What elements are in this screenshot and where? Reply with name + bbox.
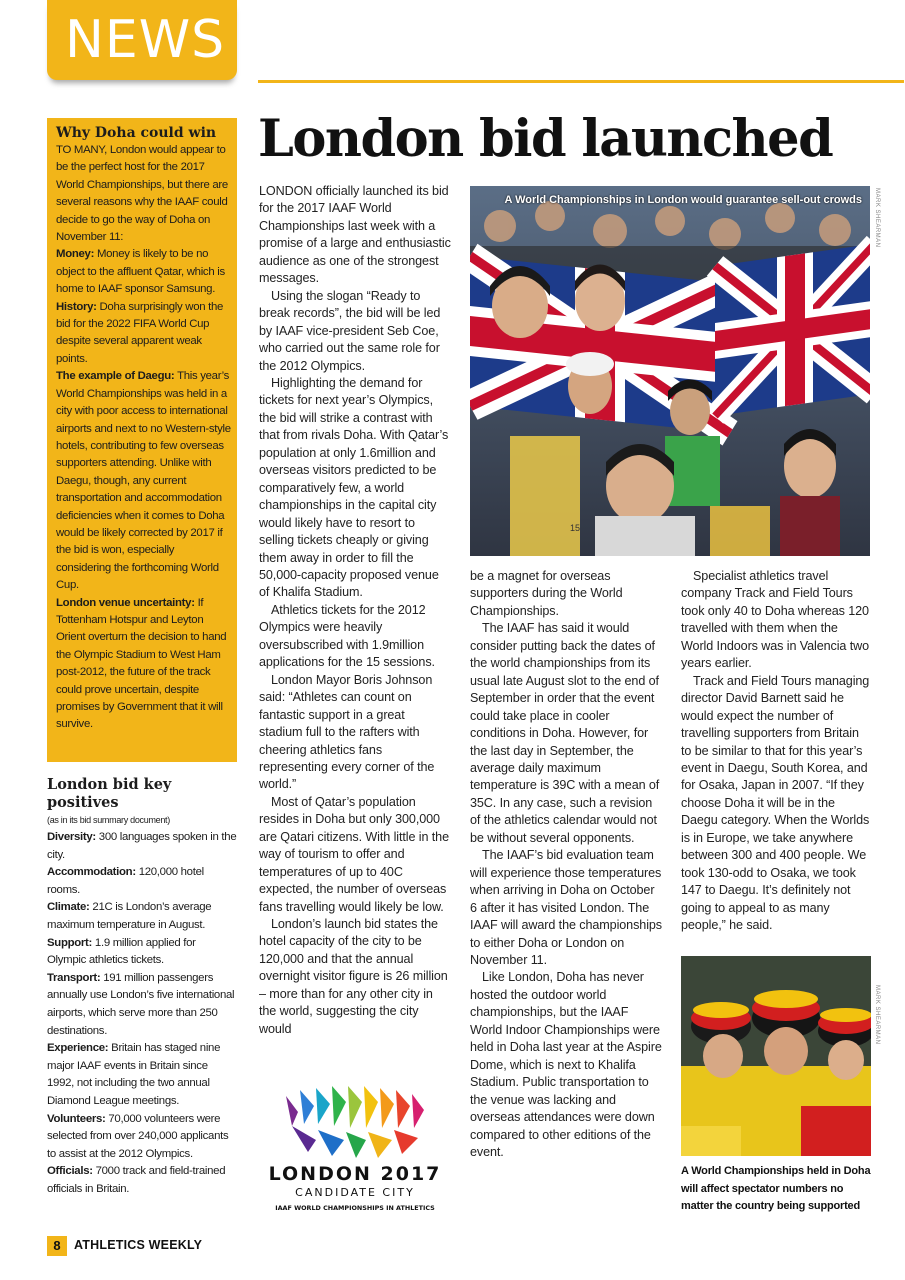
logo-subtitle: CANDIDATE CITY <box>295 1186 415 1199</box>
item-text: 191 million passengers annually use London’s five international airports, which serve more than 250 destinations. <box>47 971 235 1037</box>
item-label: Accommodation: <box>47 866 136 879</box>
logo-title: LONDON 2017 <box>268 1163 442 1185</box>
publication-name: ATHLETICS WEEKLY <box>74 1238 203 1252</box>
crowd-photo-illustration <box>470 186 870 556</box>
sidebar-key-item <box>47 829 237 864</box>
paragraph: Athletics tickets for the 2012 Olympics were heavily oversubscribed with 1.9million applications for the 15 sessions. <box>259 602 435 670</box>
sidebar-key-item <box>47 935 237 970</box>
paragraph: Most of Qatar’s population resides in Doha but only 300,000 are Qatari citizens. With little in the way of tourism to offer and temperatures of up to 40C expected, the number of overseas fans travelling would likely be low. <box>259 794 449 914</box>
item-text: This year’s World Championships was held in a city with poor access to international airports and next to no Western-style hotels, contributing to few overseas supporters attending. Unlike with Daegu, though, any current transportation and accommodation deficiencies when it comes to Doha would be likely corrected by 2017 if the bid is won, especially considering the forthcoming World Cup. <box>56 370 231 592</box>
logo-bunting <box>286 1086 424 1158</box>
sidebar-why-item <box>56 368 232 594</box>
item-text: 120,000 hotel rooms. <box>47 866 204 896</box>
sidebar-key-item <box>47 1040 237 1110</box>
section-label: NEWS <box>65 10 226 70</box>
sidebar-key-title: London bid key positives <box>47 776 172 811</box>
paragraph: Like London, Doha has never hosted the outdoor world championships, but the IAAF World Indoor Championships were held in Doha last year at the Aspire Dome, which is next to Khalifa Stadium. Public transportation to the venue was lacking and overseas attendances were down compared to other editions of the event. <box>470 970 662 1159</box>
item-text: 21C is London’s average maximum temperature in August. <box>47 901 212 931</box>
item-text: Britain has staged nine major IAAF events in Britain since 1992, not including the two annual Diamond League meetings. <box>47 1042 221 1107</box>
sidebar-key-note: (as in its bid summary document) <box>47 815 170 825</box>
candidate-city-logo <box>258 1082 452 1214</box>
item-text: 70,000 volunteers were selected from over 240,000 applicants to assist at the 2012 Olympics. <box>47 1112 229 1160</box>
sidebar-key-positives <box>47 776 237 1198</box>
page-number: 8 <box>47 1236 67 1256</box>
sidebar-why-item <box>56 299 232 369</box>
paragraph: Specialist athletics travel company Track and Field Tours took only 40 to Doha whereas 120 travelled with them when the World Indoors was in Valencia two years earlier. <box>681 569 870 671</box>
paragraph: be a magnet for overseas supporters during the World Championships. <box>470 569 623 618</box>
sidebar-why-doha <box>47 118 237 762</box>
article-column-3 <box>681 568 871 935</box>
sidebar-why-item <box>56 595 232 734</box>
item-label: Experience: <box>47 1042 109 1055</box>
paragraph: Using the slogan “Ready to break records”, the bid will be led by IAAF vice-president Seb Coe, who carried out the same role for the 2012 Olympics. <box>259 288 441 373</box>
section-tab <box>47 0 237 80</box>
item-text: 7000 track and field-trained officials in Britain. <box>47 1165 226 1195</box>
paragraph: The IAAF has said it would consider putting back the dates of the world championships from its usual late August slot to the end of September in order that the event could take place in cooler conditions in Doha. However, for the last day in September, the average daily maximum temperature is 39C with a mean of 35C. In any case, such a revision of the athletics calendar would not be without several opponents. <box>470 621 660 845</box>
photo-credit: MARK SHEARMAN <box>874 985 880 1045</box>
paragraph: London Mayor Boris Johnson said: “Athletes can count on fantastic support in a great stadium full to the rafters with cheering athletics fans representing every corner of the world.” <box>259 672 435 792</box>
item-label: Diversity: <box>47 831 96 843</box>
item-text: 1.9 million applied for Olympic athletics tickets. <box>47 936 196 967</box>
sidebar-why-title: Why Doha could win <box>56 125 217 141</box>
sidebar-why-item <box>56 246 232 298</box>
item-label: The example of Daegu: <box>56 370 175 383</box>
paragraph: Highlighting the demand for tickets for next year’s Olympics, the bid will strike a contrast with that from rivals Doha. With Qatar’s population at only 1.6million and overseas visitors predicted to be comparatively few, a world championships in the capital city would likely have to resort to selling tickets cheaply or giving them away in order to fill the 50,000-capacity proposed venue of Khalifa Stadium. <box>259 375 449 600</box>
item-text: Doha surprisingly won the bid for the 2022 FIFA World Cup despite several apparent weak points. <box>56 300 224 365</box>
main-photo <box>470 186 870 556</box>
item-label: Transport: <box>47 971 101 984</box>
sidebar-key-item <box>47 970 237 1040</box>
paragraph: The IAAF’s bid evaluation team will experience those temperatures when arriving in Doha on October 6 after it has visited London. The IAAF will award the championships to either Doha or London on November 11. <box>470 848 662 967</box>
seat-number: 15 <box>570 523 581 533</box>
london-2017-logo <box>258 1082 452 1214</box>
item-label: Volunteers: <box>47 1112 106 1125</box>
photo-credit: MARK SHEARMAN <box>874 188 880 248</box>
paragraph: LONDON officially launched its bid for the 2017 IAAF World Championships last week with a promise of a large and enthusiastic audience as one of the strongest messages. <box>259 184 451 286</box>
sidebar-key-item <box>47 864 237 899</box>
item-label: London venue uncertainty: <box>56 596 195 609</box>
secondary-photo-caption: A World Championships held in Doha will affect spectator numbers no matter the country being supported <box>681 1165 871 1212</box>
article-column-1 <box>259 183 451 1038</box>
fans-photo-illustration <box>681 956 871 1156</box>
paragraph: London’s launch bid states the hotel capacity of the city to be 120,000 and that the annual overnight visitor figure is 26 million – more than for any other city in the world, suggesting the city would <box>259 917 448 1036</box>
item-label: Climate: <box>47 901 90 914</box>
item-text: If Tottenham Hotspur and Leyton Orient overturn the decision to hand the Olympic Stadium to West Ham post-2012, the future of the track could prove uncertain, despite promises by Government that it will survive. <box>56 596 227 731</box>
header-rule <box>258 80 904 83</box>
item-text: Money is likely to be no object to the affluent Qatar, which is home to IAAF sponsor Samsung. <box>56 248 225 296</box>
main-photo-caption: A World Championships in London would guarantee sell-out crowds <box>504 194 862 206</box>
sidebar-why-intro: TO MANY, London would appear to be the perfect host for the 2017 World Championships, but there are several reasons why the IAAF could decide to go the way of Doha on November 11: <box>56 144 228 244</box>
sidebar-key-item <box>47 1111 237 1164</box>
headline: London bid launched <box>258 109 833 169</box>
item-label: History: <box>56 300 97 313</box>
sidebar-key-item <box>47 899 237 934</box>
item-label: Officials: <box>47 1165 93 1178</box>
logo-tagline: IAAF WORLD CHAMPIONSHIPS IN ATHLETICS <box>275 1204 435 1212</box>
article-column-2 <box>470 568 662 1161</box>
sidebar-key-item <box>47 1163 237 1198</box>
secondary-photo <box>681 956 871 1156</box>
item-text: 300 languages spoken in the city. <box>47 831 237 861</box>
item-label: Support: <box>47 936 93 949</box>
item-label: Money: <box>56 248 95 261</box>
paragraph: Track and Field Tours managing director David Barnett said he would expect the number of travelling supporters from Britain to be similar to that for this year’s event in Daegu, South Korea, and for Osaka, Japan in 2007. “If they choose Doha it will be in the Daegu category. When the Worlds is in Europe, we take anywhere between 300 and 400 people. We took 130-odd to Osaka, we took 147 to Daegu. It’s definitely not going to appeal to as many people,” he said. <box>681 673 870 933</box>
